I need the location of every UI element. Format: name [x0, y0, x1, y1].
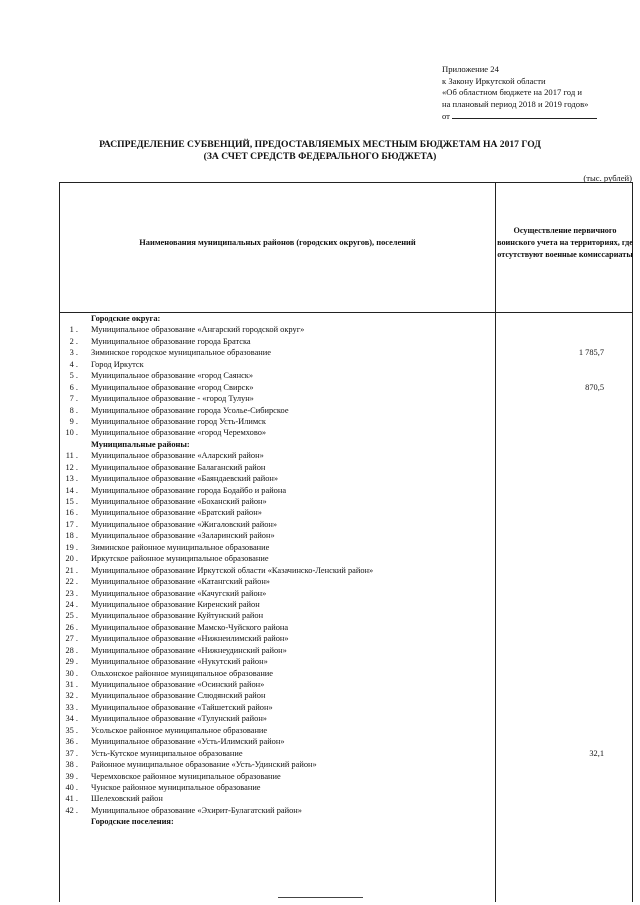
row-number: 35 .	[65, 725, 78, 735]
table-row	[0, 450, 640, 461]
row-number: 9 .	[69, 416, 78, 426]
table-row	[0, 771, 640, 782]
row-number: 11 .	[65, 451, 78, 461]
table-row	[0, 690, 640, 701]
row-name: Муниципальное образование Киренский район	[91, 599, 260, 609]
row-number: 3 .	[69, 348, 78, 358]
row-number: 7 .	[69, 394, 78, 404]
units-label: (тыс. рублей)	[583, 173, 632, 183]
row-name: Муниципальное образование «Осинский район»	[91, 680, 265, 689]
row-number: 18 .	[65, 531, 78, 541]
table-row	[0, 782, 640, 793]
row-name: Усольское районное муниципальное образование	[91, 725, 268, 735]
table-row	[0, 656, 640, 667]
column-header-value: Осуществление первичного воинского учета на территориях, где отсутствуют военные комиссариаты	[497, 226, 633, 259]
row-number: 30 .	[65, 668, 78, 678]
row-name: Муниципальное образование «Тайшетский район»	[91, 702, 273, 712]
row-number: 29 .	[65, 657, 78, 667]
row-value: 32,1	[589, 748, 604, 758]
section-heading-row	[0, 313, 640, 324]
table-row	[0, 565, 640, 576]
row-number: 31 .	[65, 680, 78, 689]
appendix-line-3: «Об областном бюджете на 2017 год и	[442, 87, 582, 97]
table-row	[0, 725, 640, 736]
table-body	[0, 313, 640, 828]
row-name: Муниципальное образование «город Свирск»	[91, 382, 254, 392]
row-name: Муниципальное образование «Нижнеилимский район»	[91, 634, 289, 644]
row-value: 870,5	[585, 382, 604, 392]
row-name: Муниципальное образование «Качугский район»	[91, 588, 267, 598]
row-number: 21 .	[65, 565, 78, 575]
row-number: 14 .	[65, 485, 78, 495]
table-row	[0, 599, 640, 610]
title-line-2: (ЗА СЧЕТ СРЕДСТВ ФЕДЕРАЛЬНОГО БЮДЖЕТА)	[203, 151, 437, 162]
row-number: 26 .	[65, 622, 78, 632]
row-number: 27 .	[65, 634, 78, 644]
row-name: Иркутское районное муниципальное образование	[91, 554, 269, 564]
row-number: 10 .	[65, 428, 78, 438]
table-row	[0, 405, 640, 416]
table-row	[0, 336, 640, 347]
row-name: Муниципальное образование «город Черемхово»	[91, 428, 267, 438]
row-number: 1 .	[69, 325, 78, 335]
row-number: 41 .	[65, 794, 78, 804]
row-name: Муниципальное образование «город Саянск»	[91, 371, 254, 381]
row-name: Муниципальное образование «Заларинский район»	[91, 531, 275, 541]
row-number: 36 .	[65, 737, 78, 747]
row-number: 37 .	[65, 748, 78, 758]
table-row	[0, 324, 640, 335]
section-heading: Городские поселения:	[91, 817, 174, 827]
row-number: 24 .	[65, 599, 78, 609]
row-name: Муниципальное образование города Усолье-Сибирское	[91, 405, 289, 415]
table-row	[0, 702, 640, 713]
row-name: Муниципальное образование Слюдянский район	[91, 691, 266, 701]
row-number: 4 .	[69, 359, 78, 369]
row-name: Чунское районное муниципальное образование	[91, 782, 261, 792]
row-number: 8 .	[69, 405, 78, 415]
table-row	[0, 622, 640, 633]
appendix-line-1: Приложение 24	[442, 64, 499, 74]
table-row	[0, 519, 640, 530]
row-value: 1 785,7	[578, 348, 604, 358]
row-number: 12 .	[65, 462, 78, 472]
row-name: Муниципальное образование Балаганский район	[91, 462, 266, 472]
row-name: Муниципальное образование город Усть-Илимск	[91, 416, 266, 426]
row-number: 20 .	[65, 554, 78, 564]
table-row	[0, 416, 640, 427]
row-number: 15 .	[65, 497, 78, 506]
row-name: Черемховское районное муниципальное образование	[91, 771, 281, 781]
table-row	[0, 668, 640, 679]
row-number: 23 .	[65, 588, 78, 598]
row-number: 38 .	[65, 760, 78, 770]
row-name: Муниципальное образование «Усть-Илимский район»	[91, 737, 285, 747]
row-number: 17 .	[65, 519, 78, 529]
row-name: Муниципальное образование «Эхирит-Булагатский район»	[91, 805, 302, 815]
row-name: Муниципальное образование «Баяндаевский район»	[91, 474, 279, 484]
row-name: Ольхонское районное муниципальное образование	[91, 668, 273, 678]
row-name: Зиминское районное муниципальное образование	[91, 542, 270, 552]
table-row	[0, 610, 640, 621]
table-row	[0, 736, 640, 747]
row-name: Муниципальное образование «Братский район»	[91, 508, 262, 518]
table-row	[0, 462, 640, 473]
table-row	[0, 507, 640, 518]
row-number: 32 .	[65, 691, 78, 701]
table-row	[0, 382, 640, 393]
table-row	[0, 427, 640, 438]
table-row	[0, 393, 640, 404]
row-number: 19 .	[65, 542, 78, 552]
appendix-line-4: на плановый период 2018 и 2019 годов»	[442, 98, 589, 109]
table-row	[0, 485, 640, 496]
footer-line	[278, 897, 363, 898]
document-title	[0, 139, 640, 163]
row-name: Зиминское городское муниципальное образование	[91, 348, 271, 358]
table-row	[0, 576, 640, 587]
row-name: Муниципальное образование Иркутской области «Казачинско-Ленский район»	[91, 565, 374, 575]
row-name: Муниципальное образование Куйтунский район	[91, 611, 264, 621]
row-name: Районное муниципальное образование «Усть-Удинский район»	[91, 760, 317, 770]
section-heading: Муниципальные районы:	[91, 439, 190, 449]
section-heading-row	[0, 816, 640, 827]
row-name: Муниципальное образование «Жигаловский район»	[91, 519, 278, 529]
table-row	[0, 793, 640, 804]
row-name: Муниципальное образование города Бодайбо и района	[91, 485, 287, 495]
appendix-date-line	[442, 110, 632, 123]
row-number: 33 .	[65, 702, 78, 712]
column-header-name: Наименования муниципальных районов (городских округов), поселений	[139, 238, 416, 247]
row-number: 39 .	[65, 771, 78, 781]
row-name: Город Иркутск	[91, 359, 144, 369]
row-name: Муниципальное образование «Боханский район»	[91, 497, 267, 506]
table-row	[0, 496, 640, 507]
appendix-block	[442, 64, 632, 123]
table-row	[0, 588, 640, 599]
row-number: 34 .	[65, 714, 78, 724]
row-number: 42 .	[65, 805, 78, 815]
row-name: Муниципальное образование «Ангарский городской округ»	[91, 325, 305, 335]
row-name: Шелеховский район	[91, 794, 163, 804]
table-row	[0, 748, 640, 759]
row-number: 6 .	[69, 382, 78, 392]
row-name: Муниципальное образование «Нижнеудинский район»	[91, 645, 287, 655]
row-number: 16 .	[65, 508, 78, 518]
table-row	[0, 679, 640, 690]
row-number: 22 .	[65, 577, 78, 587]
table-row	[0, 359, 640, 370]
row-name: Муниципальное образование «Аларский район»	[91, 451, 264, 461]
table-row	[0, 370, 640, 381]
table-row	[0, 347, 640, 358]
section-heading: Городские округа:	[91, 314, 161, 323]
row-number: 13 .	[65, 474, 78, 484]
appendix-line-2: к Закону Иркутской области	[442, 75, 546, 86]
table-row	[0, 530, 640, 541]
table-row	[0, 553, 640, 564]
row-name: Муниципальное образование «Катангский район»	[91, 577, 270, 587]
row-name: Муниципальное образование «Нукутский район»	[91, 657, 268, 667]
date-blank-line	[452, 110, 597, 119]
section-heading-row	[0, 439, 640, 450]
table-row	[0, 473, 640, 484]
title-line-1: РАСПРЕДЕЛЕНИЕ СУБВЕНЦИЙ, ПРЕДОСТАВЛЯЕМЫХ МЕСТНЫМ БЮДЖЕТАМ НА 2017 ГОД	[99, 139, 541, 150]
table-row	[0, 645, 640, 656]
table-row	[0, 713, 640, 724]
table-row	[0, 805, 640, 816]
table-row	[0, 759, 640, 770]
row-number: 28 .	[65, 645, 78, 655]
row-number: 5 .	[69, 371, 78, 381]
row-number: 25 .	[65, 611, 78, 621]
table-row	[0, 542, 640, 553]
row-name: Муниципальное образование - «город Тулун»	[91, 394, 254, 404]
row-number: 40 .	[65, 782, 78, 792]
row-name: Муниципальное образование «Тулунский район»	[91, 714, 267, 724]
row-number: 2 .	[69, 336, 78, 346]
row-name: Муниципальное образование города Братска	[91, 336, 251, 346]
row-name: Усть-Кутское муниципальное образование	[91, 748, 243, 758]
row-name: Муниципальное образование Мамско-Чуйского района	[91, 622, 289, 632]
table-row	[0, 633, 640, 644]
appendix-date-label: от	[442, 111, 450, 121]
